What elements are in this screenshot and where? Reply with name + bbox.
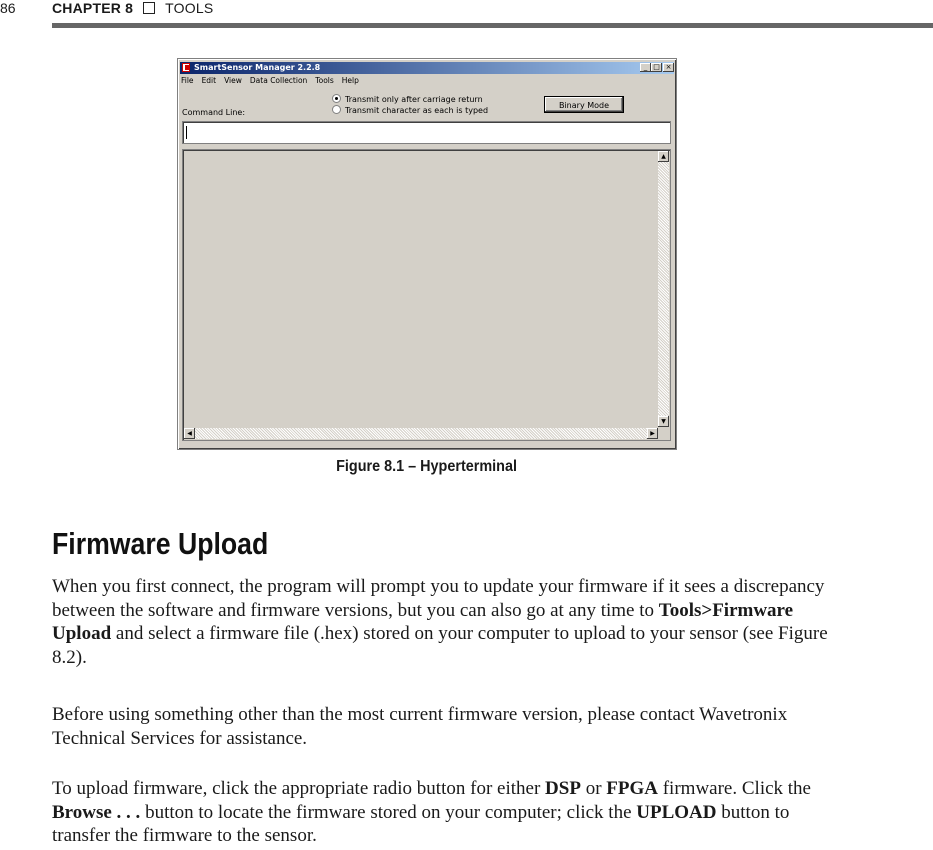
- menu-tools[interactable]: Tools: [315, 76, 334, 85]
- horizontal-scrollbar[interactable]: [184, 428, 658, 439]
- chapter-header: [52, 0, 213, 16]
- separator-box-icon: [143, 2, 155, 14]
- menu-view[interactable]: View: [224, 76, 242, 85]
- scroll-right-icon[interactable]: ▶: [647, 428, 658, 439]
- paragraph-text: and select a firmware file (.hex) stored on your computer to upload to your sensor (see Figure 8.2).: [52, 623, 828, 668]
- upload-text: UPLOAD: [636, 801, 717, 823]
- paragraph-text: or: [580, 778, 607, 799]
- minimize-button[interactable]: _: [640, 63, 651, 72]
- radio-carriage-return[interactable]: [332, 94, 483, 104]
- menu-help[interactable]: Help: [341, 76, 359, 85]
- paragraph-text: firmware. Click the: [657, 778, 811, 799]
- radio-carriage-return-label: Transmit only after carriage return: [345, 95, 483, 104]
- paragraph-warning: Before using something other than the most current firmware version, please contact Wavetronix Technical Services for assistance.: [52, 704, 788, 749]
- dsp-text: DSP: [545, 778, 581, 799]
- menu-edit[interactable]: Edit: [201, 76, 217, 85]
- section-label: TOOLS: [165, 0, 214, 16]
- app-icon[interactable]: [182, 63, 190, 72]
- smartsensor-window: [177, 58, 677, 450]
- scrollbar-corner: [658, 428, 669, 439]
- chapter-label: CHAPTER 8: [52, 0, 134, 16]
- terminal-output[interactable]: [182, 149, 671, 441]
- window-title: SmartSensor Manager 2.2.8: [194, 63, 321, 72]
- paragraph-instructions: [52, 777, 832, 848]
- paragraph-text: When you first connect, the program will prompt you to update your firmware if it sees a discrepancy between the software and firmware versions, but you can also go at any time to: [52, 576, 825, 621]
- paragraph-intro: [52, 575, 832, 669]
- radio-each-character[interactable]: [332, 105, 488, 115]
- scroll-down-icon[interactable]: ▼: [658, 416, 669, 427]
- scroll-left-icon[interactable]: ◀: [184, 428, 195, 439]
- paragraph-text: button to transfer the firmware to the sensor.: [52, 801, 790, 846]
- paragraph-text: To upload firmware, click the appropriate radio button for either: [52, 778, 546, 799]
- menu-path-text: Tools>Firmware Upload: [52, 599, 794, 644]
- section-title: Firmware Upload: [52, 526, 269, 561]
- radio-each-character-label: Transmit character as each is typed: [345, 106, 489, 115]
- header-rule: [52, 23, 933, 28]
- command-line-input[interactable]: [182, 121, 671, 144]
- maximize-button[interactable]: □: [651, 63, 662, 72]
- browse-text: Browse . . .: [52, 801, 141, 823]
- menu-bar: [181, 76, 367, 87]
- binary-mode-button[interactable]: Binary Mode: [544, 96, 624, 113]
- figure-caption: Figure 8.1 – Hyperterminal: [336, 458, 517, 475]
- radio-selected-icon[interactable]: [332, 94, 341, 103]
- fpga-text: FPGA: [606, 778, 658, 799]
- vertical-scrollbar[interactable]: [658, 151, 669, 427]
- menu-data-collection[interactable]: Data Collection: [249, 76, 308, 85]
- close-button[interactable]: ×: [663, 63, 674, 72]
- menu-file[interactable]: File: [181, 76, 194, 85]
- scroll-up-icon[interactable]: ▲: [658, 151, 669, 162]
- page-number: 86: [0, 0, 16, 16]
- paragraph-text: button to locate the firmware stored on your computer; click the: [140, 801, 637, 823]
- command-line-label: Command Line:: [182, 108, 246, 117]
- title-bar[interactable]: [180, 62, 674, 74]
- radio-unselected-icon[interactable]: [332, 105, 341, 114]
